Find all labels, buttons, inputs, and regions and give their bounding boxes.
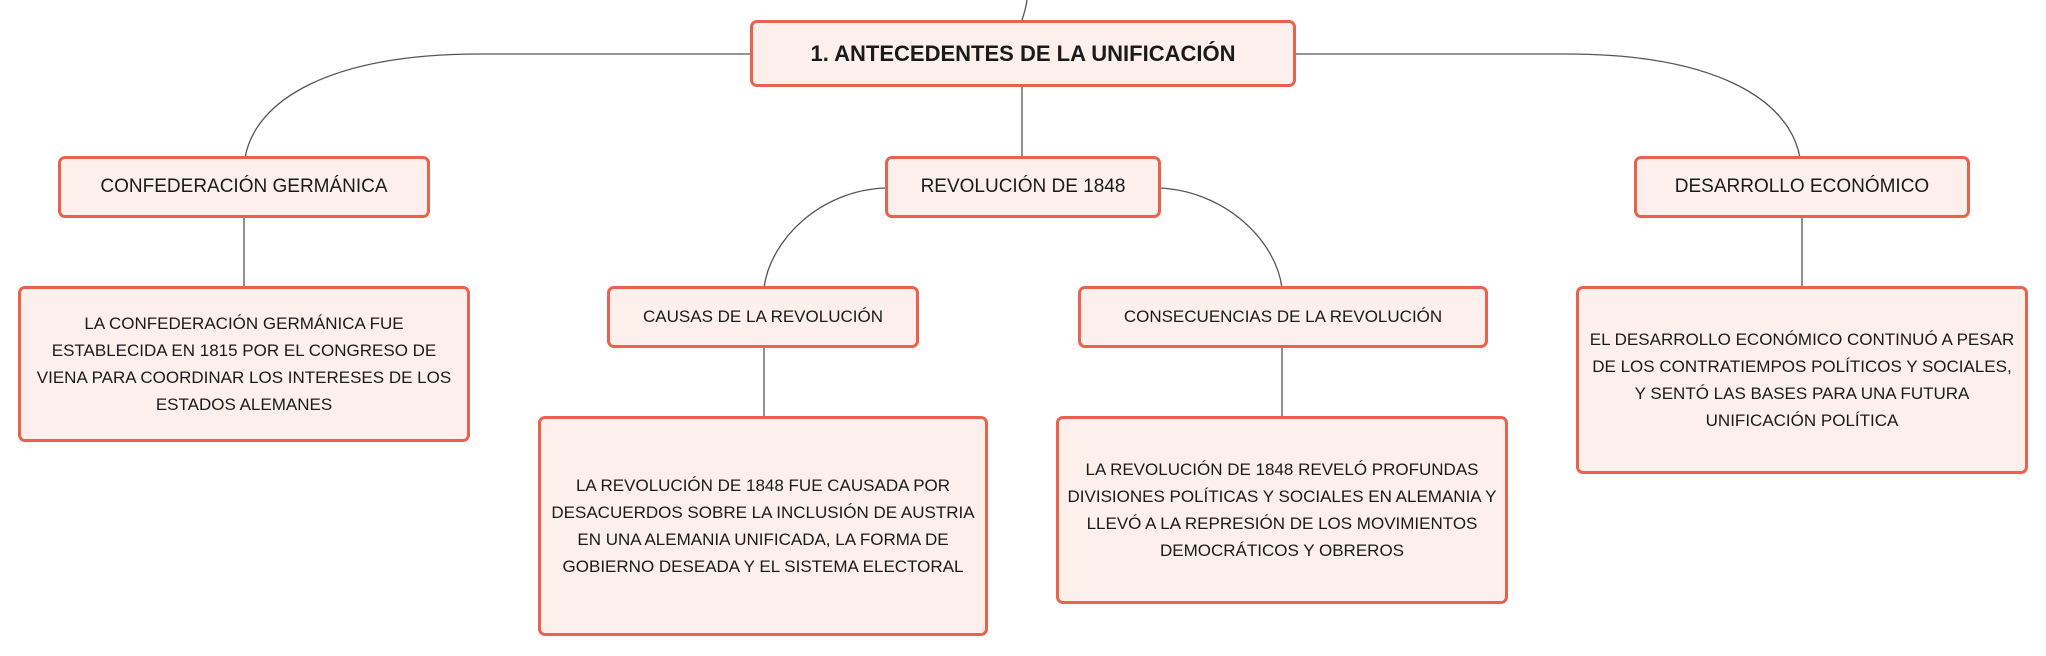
node-confederacion-detail[interactable] xyxy=(18,286,470,442)
node-consecuencias-detail[interactable] xyxy=(1056,416,1508,604)
root-node[interactable] xyxy=(750,20,1296,87)
connector-root-desarrollo xyxy=(1296,54,1800,158)
node-causas[interactable] xyxy=(607,286,919,348)
node-revolucion[interactable] xyxy=(885,156,1161,218)
causas-detail-text: LA REVOLUCIÓN DE 1848 FUE CAUSADA POR DESACUERDOS SOBRE LA INCLUSIÓN DE AUSTRIA EN UNA ALEMANIA UNIFICADA, LA FORMA DE GOBIERNO DESEADA Y EL SISTEMA ELECTORAL xyxy=(551,475,975,577)
node-confederacion-label: CONFEDERACIÓN GERMÁNICA xyxy=(100,176,388,197)
confederacion-detail-text: LA CONFEDERACIÓN GERMÁNICA FUE ESTABLECIDA EN 1815 POR EL CONGRESO DE VIENA PARA COORDINAR LOS INTERESES DE LOS ESTADOS ALEMANES xyxy=(36,313,452,415)
consecuencias-detail-text: LA REVOLUCIÓN DE 1848 REVELÓ PROFUNDAS DIVISIONES POLÍTICAS Y SOCIALES EN ALEMANIA Y LLEVÓ A LA REPRESIÓN DE LOS MOVIMIENTOS DEMOCRÁTICOS Y OBREROS xyxy=(1067,459,1497,561)
desarrollo-detail-text: EL DESARROLLO ECONÓMICO CONTINUÓ A PESAR DE LOS CONTRATIEMPOS POLÍTICOS Y SOCIALES, Y SENTÓ LAS BASES PARA UNA FUTURA UNIFICACIÓN POLÍTICA xyxy=(1589,329,2015,431)
node-consecuencias-label: CONSECUENCIAS DE LA REVOLUCIÓN xyxy=(1123,307,1443,326)
node-consecuencias[interactable] xyxy=(1078,286,1488,348)
root-title: 1. ANTECEDENTES DE LA UNIFICACIÓN xyxy=(810,40,1236,66)
node-confederacion[interactable] xyxy=(58,156,430,218)
node-desarrollo[interactable] xyxy=(1634,156,1970,218)
node-causas-detail[interactable] xyxy=(538,416,988,636)
connector-root-confederacion xyxy=(245,54,750,158)
node-desarrollo-detail[interactable] xyxy=(1576,286,2028,474)
connector-revolucion-causas xyxy=(764,188,886,288)
node-desarrollo-label: DESARROLLO ECONÓMICO xyxy=(1674,176,1930,197)
node-causas-label: CAUSAS DE LA REVOLUCIÓN xyxy=(643,307,883,326)
connector-parent xyxy=(1022,0,1027,20)
node-revolucion-label: REVOLUCIÓN DE 1848 xyxy=(920,176,1126,197)
connector-revolucion-consecuencias xyxy=(1158,188,1282,288)
